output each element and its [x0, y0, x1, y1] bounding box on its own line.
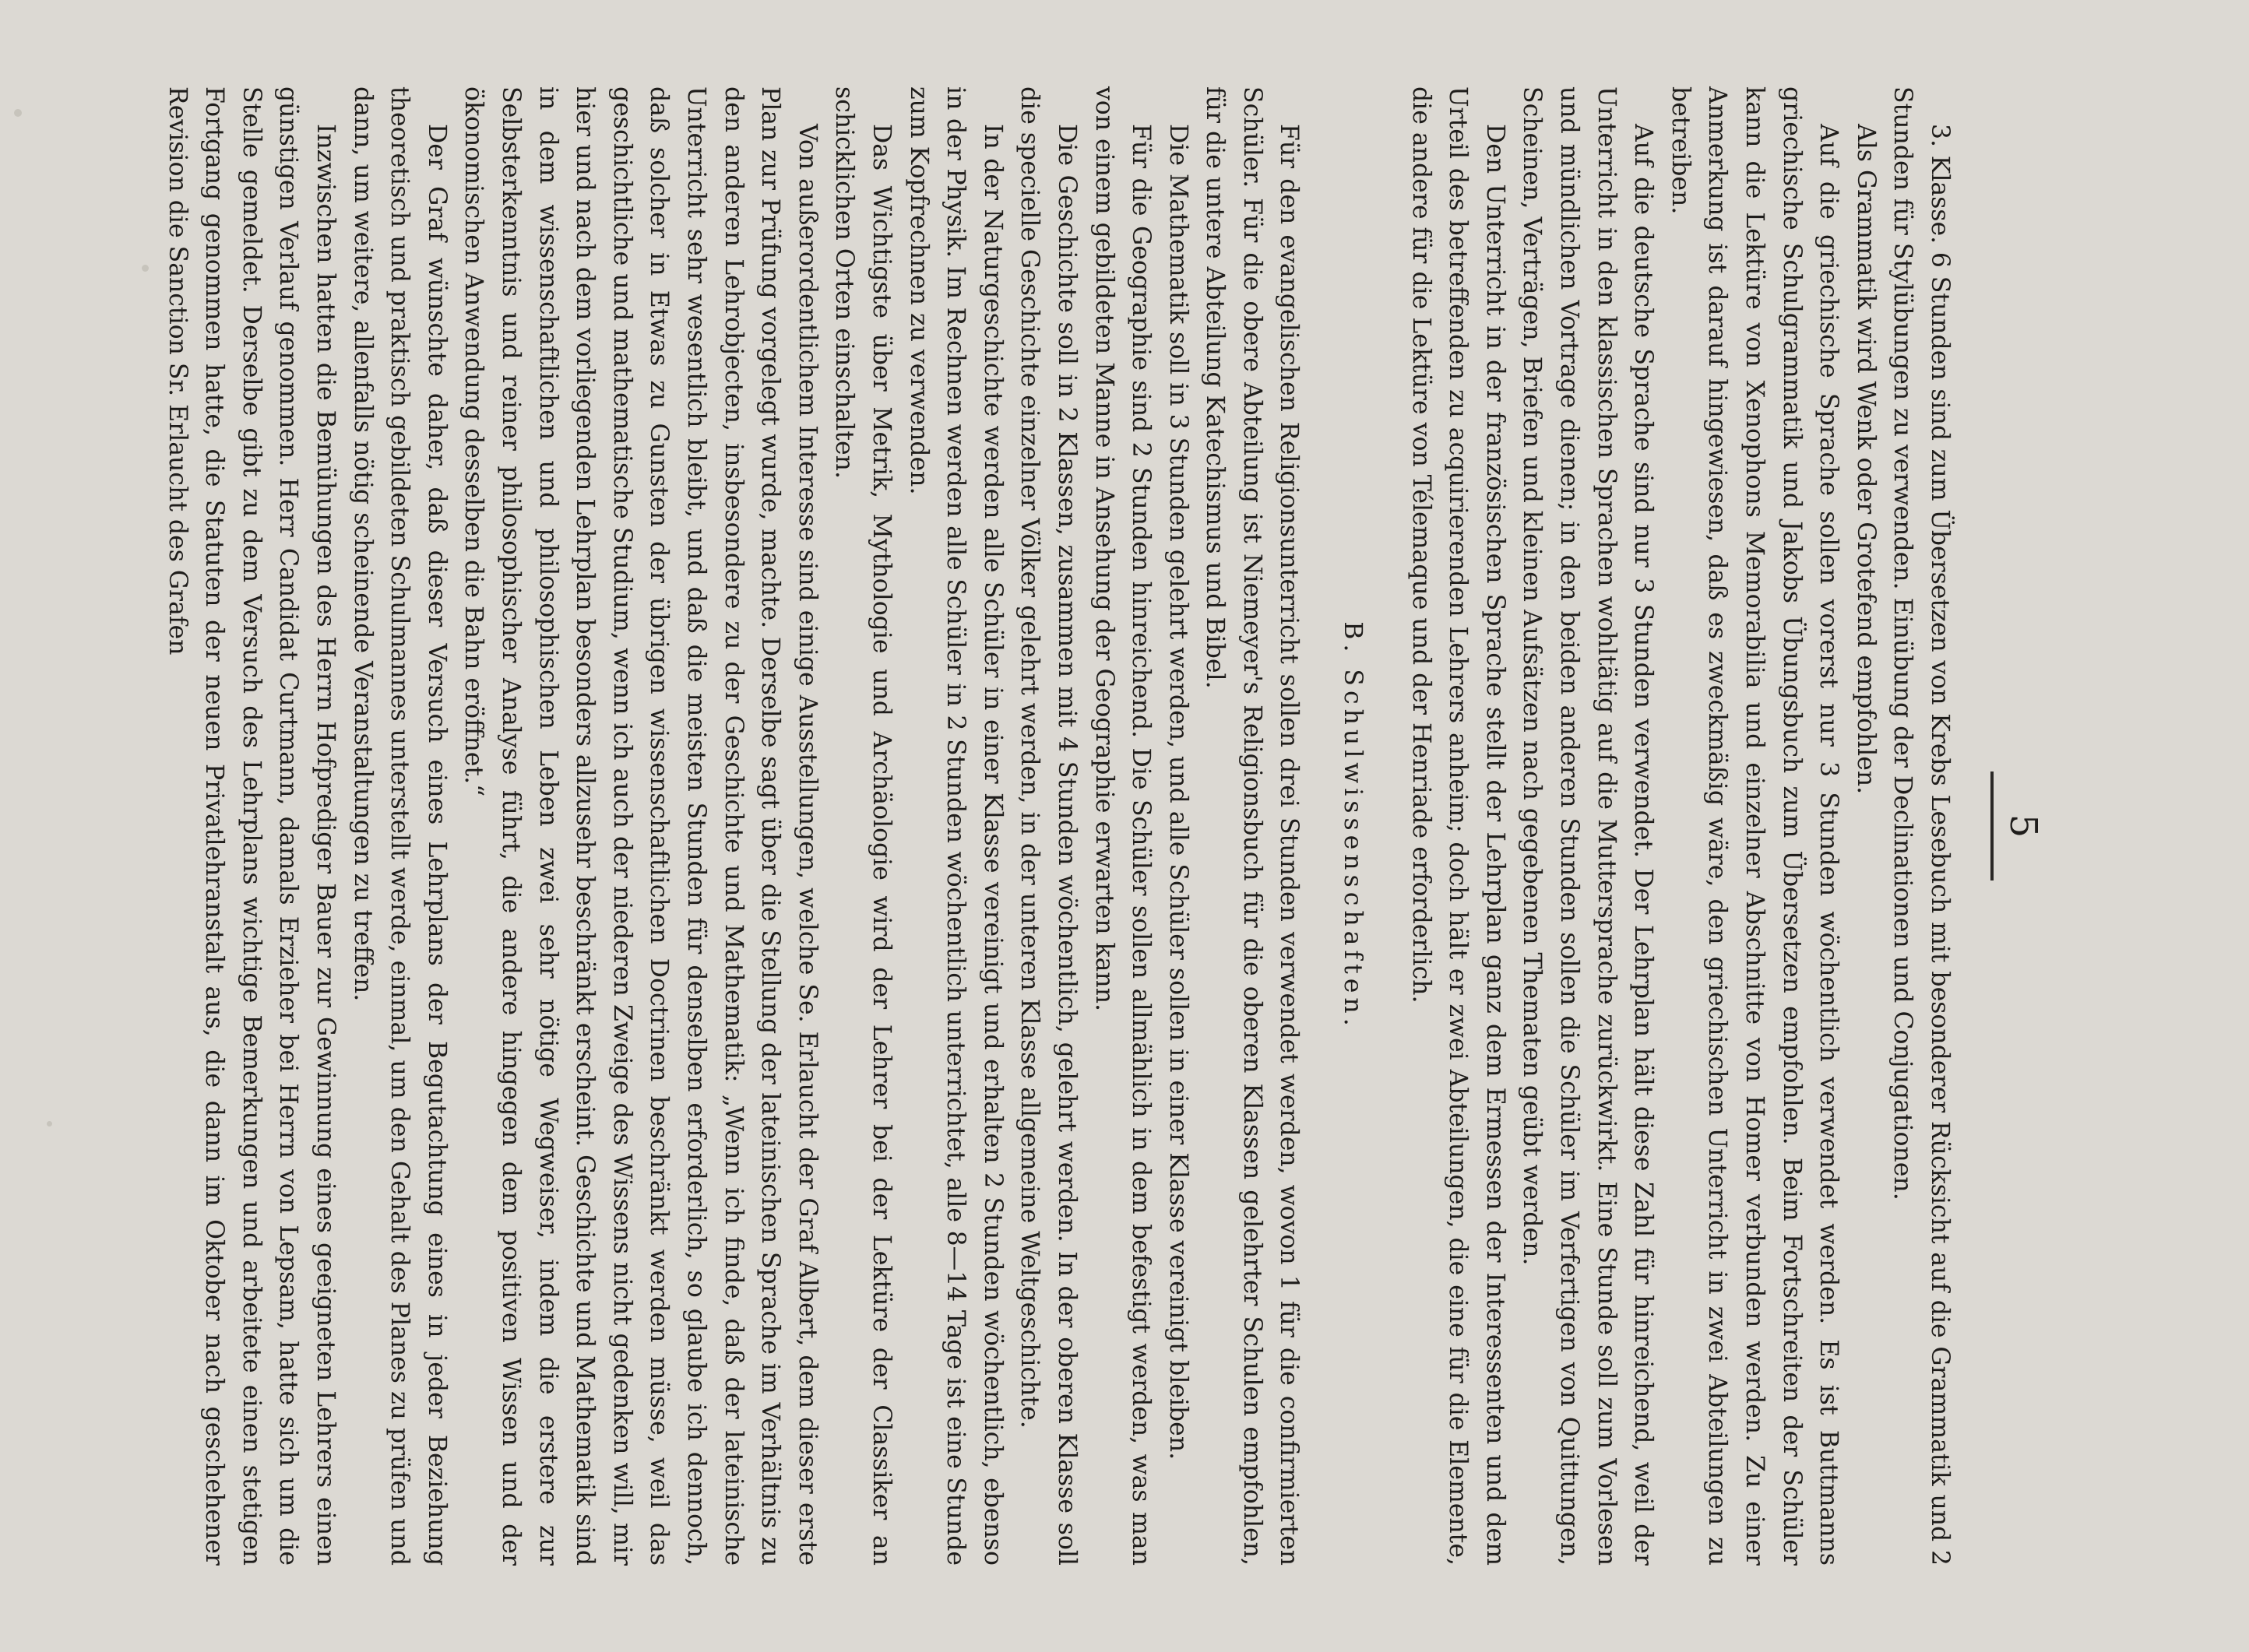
paragraph: 3. Klasse. 6 Stunden sind zum Übersetzen von Krebs Lesebuch mit besonderer Rücksicht auf die Grammatik und 2 Stunden für Stylübungen zu verwenden. Einübung der Declinationen und Conjugationen. [1888, 86, 1954, 1566]
paragraph: In der Naturgeschichte werden alle Schüler in einer Klasse vereinigt und erhalten 2 Stunden wöchentlich, ebenso in der Physik. Im Rechnen werden alle Schüler in 2 Stunden wöchentlich unterrichtet, alle 8—14 Tage ist eine Stunde zum Kopfrechnen zu verwenden. [904, 86, 1007, 1566]
paragraph: Für den evangelischen Religionsunterricht sollen drei Stunden verwendet werden, wovon 1 für die confirmierten Schüler. Für die obere Abteilung ist Niemeyer's Religionsbuch für die oberen Klassen gelehrter Schulen empfohlen, für die untere Abteilung Katechismus und Bibel. [1201, 86, 1304, 1566]
header-rule [1990, 772, 1994, 880]
paragraph: Das Wichtigste über Metrik, Mythologie und Archäologie wird der Lehrer bei der Lektüre der Classiker an schicklichen Orten einschalten. [830, 86, 896, 1566]
paragraph: Von außerordentlichem Interesse sind einige Ausstellungen, welche Se. Erlaucht der Graf Albert, dem dieser erste Plan zur Prüfung vorgelegt wurde, machte. Derselbe sagt über die Stellung der lateinischen Sprache im Verhältnis zu den anderen Lehrobjecten, insbesondere zu der Geschichte und Mathematik: „Wenn ich finde, daß der lateinische Unterricht sehr wesentlich bleibt, und daß die meisten Stunden für denselben erforderlich, so glaube ich dennoch, daß solcher in Etwas zu Gunsten der übrigen wissenschaftlichen Doctrinen beschränkt werden müsse, weil das geschichtliche und mathematische Studium, wenn ich auch der niederen Zweige des Wissens nicht gedenken will, mir hier und nach dem vorliegenden Lehrplan besonders allzusehr beschränkt erscheint. Geschichte und Mathematik sind in dem wissenschaftlichen und philosophischen Leben zwei sehr nötige Wegweiser, indem die erstere zur Selbsterkenntnis und reiner philosophischer Analyse führt, die andere hingegen dem positiven Wissen und der ökonomischen Anwendung desselben die Bahn eröffnet.“ [459, 86, 822, 1566]
paragraph: Der Graf wünschte daher, daß dieser Versuch eines Lehrplans der Begutachtung eines in jeder Beziehung theoretisch und praktisch gebildeten Schulmannes unterstellt werde, einmal, um den Gehalt des Planes zu prüfen und dann, um weitere, allenfalls nötig scheinende Veranstaltungen zu treffen. [348, 86, 451, 1566]
rotated-text-frame [128, 86, 2121, 1566]
paper-stain [14, 109, 22, 117]
body-text [158, 86, 1958, 1566]
paragraph: Auf die griechische Sprache sollen vorerst nur 3 Stunden wöchentlich verwendet werden. Es ist Buttmanns griechische Schulgrammatik und Jakobs Übungsbuch zum Übersetzen empfohlen. Beim Fortschreiten der Schüler kann die Lektüre von Xenophons Memorabilia und einzelner Abschnitte von Homer verbunden werden. Zu einer Anmerkung ist darauf hingewiesen, daß es zweckmäßig wäre, den griechischen Unterricht in zwei Abteilungen zu betreiben. [1666, 86, 1843, 1566]
paragraph: Für die Geographie sind 2 Stunden hinreichend. Die Schüler sollen allmählich in dem befestigt werden, was man von einem gebildeten Manne in Ansehung der Geographie erwarten kann. [1089, 86, 1156, 1566]
paper-stain [47, 1121, 52, 1127]
section-title: B. Schulwissenschaften. [1339, 621, 1367, 1031]
paragraph: Inzwischen hatten die Bemühungen des Herrn Hofprediger Bauer zur Gewinnung eines geeigneten Lehrers einen günstigen Verlauf genommen. Herr Candidat Curtmann, damals Erzieher bei Herrn von Lepsam, hatte sich um die Stelle gemeldet. Derselbe gibt zu dem Versuch des Lehrplans wichtige Bemerkungen und arbeitete einen stetigen Fortgang genommen hatte, die Statuten der neuen Privatlehranstalt aus, die dann im Oktober nach geschehener Revision die Sanction Sr. Erlaucht des Grafen [163, 86, 340, 1566]
paragraph: Auf die deutsche Sprache sind nur 3 Stunden verwendet. Der Lehrplan hält diese Zahl für hinreichend, weil der Unterricht in den klassischen Sprachen wohltätig auf die Muttersprache zurückwirkt. Eine Stunde soll zum Vorlesen und mündlichen Vortrage dienen; in den beiden anderen Stunden sollen die Schüler im Verfertigen von Quittungen, Scheinen, Verträgen, Briefen und kleinen Aufsätzen nach gegebenen Thematen geübt werden. [1518, 86, 1658, 1566]
page-number: 5 [2001, 814, 2045, 838]
paragraph: Die Mathematik soll in 3 Stunden gelehrt werden, und alle Schüler sollen in einer Klasse vereinigt bleiben. [1163, 124, 1192, 1460]
page-header [1990, 86, 2045, 1566]
paragraph: Als Grammatik wird Wenk oder Grotefend empfohlen. [1851, 124, 1880, 795]
paragraph: Den Unterricht in der französischen Sprache stellt der Lehrplan ganz dem Ermessen der Interessenten und dem Urteil des betreffenden zu acquirierenden Lehrers anheim; doch hält er zwei Abteilungen, die eine für die Elemente, die andere für die Lektüre von Télemaque und der Henriade erforderlich. [1406, 86, 1509, 1566]
paragraph: Die Geschichte soll in 2 Klassen, zusammen mit 4 Stunden wöchentlich, gelehrt werden. In der oberen Klasse soll die specielle Geschichte einzelner Völker gelehrt werden, in der unteren Klasse allgemeine Weltgeschichte. [1015, 86, 1081, 1566]
